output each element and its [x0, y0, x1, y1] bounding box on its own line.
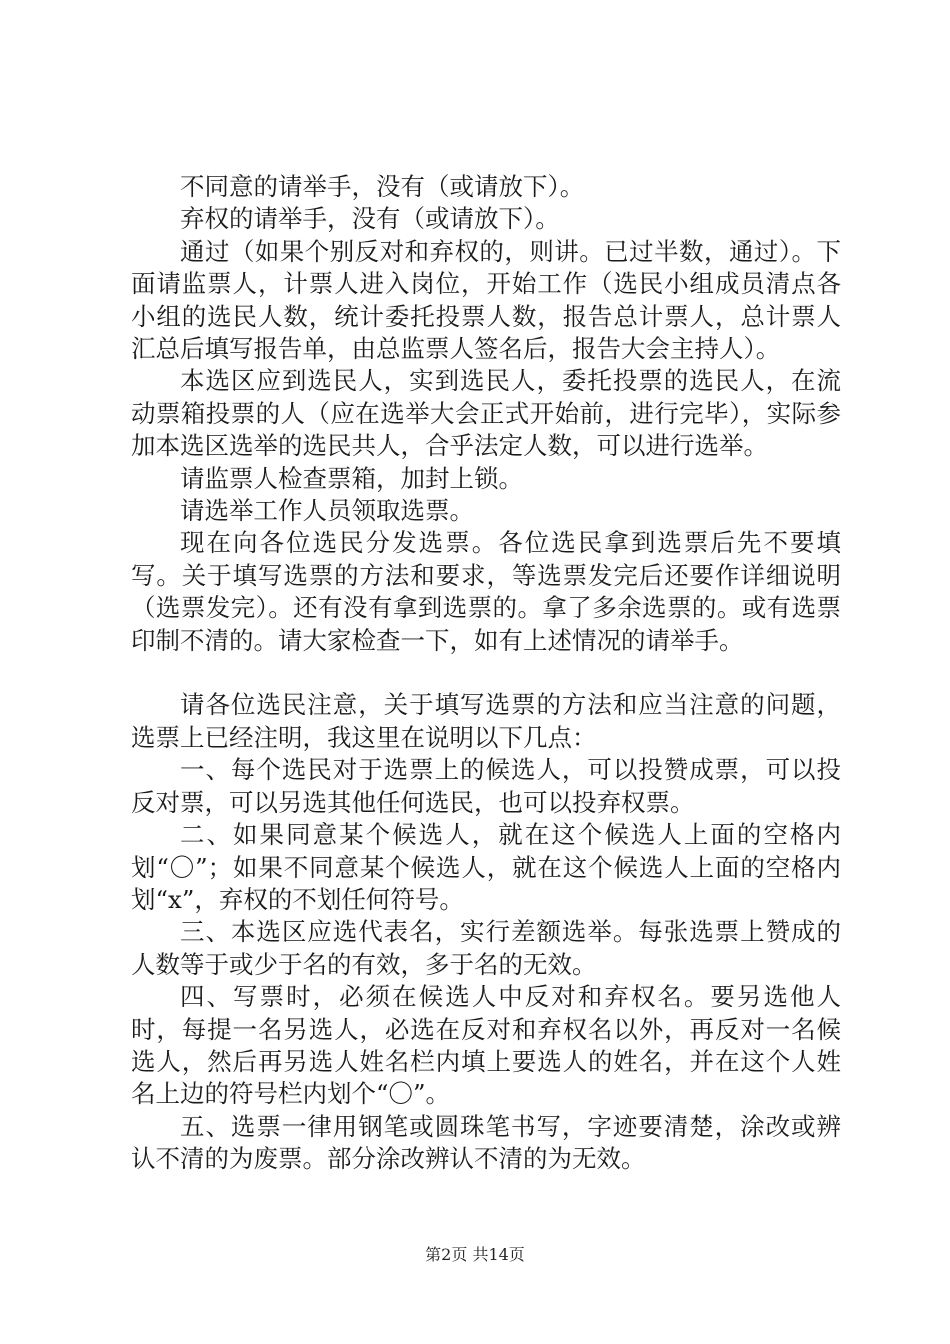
paragraph-point-5: 五、选票一律用钢笔或圆珠笔书写，字迹要清楚，涂改或辨认不清的为废票。部分涂改辨认不清的为无效。 [131, 1111, 841, 1174]
page-footer: 第2页 共14页 [425, 1245, 525, 1264]
paragraph-ballot-box: 请监票人检查票箱，加封上锁。 [180, 463, 523, 493]
paragraph-attention: 请各位选民注意，关于填写选票的方法和应当注意的问题，选票上已经注明，我这里在说明以下几点： [131, 690, 841, 752]
paragraph-point-2: 二、如果同意某个候选人，就在这个候选人上面的空格内划“〇”；如果不同意某个候选人，就在这个候选人上面的空格内划“x”，弃权的不划任何符号。 [131, 820, 841, 914]
paragraph-collect-ballots: 请选举工作人员领取选票。 [180, 496, 474, 526]
paragraph-point-4: 四、写票时，必须在候选人中反对和弃权名。要另选他人时，每提一名另选人，必选在反对和弃权名以外，再反对一名候选人，然后再另选人姓名栏内填上要选人的姓名，并在这个人姓名上边的符号栏内划个“〇”。 [131, 982, 841, 1109]
paragraph-pass: 通过（如果个别反对和弃权的，则讲。已过半数，通过）。下面请监票人，计票人进入岗位，开始工作（选民小组成员清点各小组的选民人数，统计委托投票人数，报告总计票人，总计票人汇总后填写报告单，由总监票人签名后，报告大会主持人）。 [131, 236, 841, 364]
paragraph-abstain: 弃权的请举手，没有（或请放下）。 [180, 204, 560, 234]
paragraph-point-1: 一、每个选民对于选票上的候选人，可以投赞成票，可以投反对票，可以另选其他任何选民，也可以投弃权票。 [131, 755, 841, 817]
paragraph-distribute-ballots: 现在向各位选民分发选票。各位选民拿到选票后先不要填写。关于填写选票的方法和要求，等选票发完后还要作详细说明（选票发完）。还有没有拿到选票的。拿了多余选票的。或有选票印制不清的。请大家检查一下，如有上述情况的请举手。 [131, 528, 841, 655]
paragraph-point-3: 三、本选区应选代表名，实行差额选举。每张选票上赞成的人数等于或少于名的有效，多于名的无效。 [131, 917, 841, 979]
body-text [131, 171, 841, 1176]
paragraph-voter-count: 本选区应到选民人，实到选民人，委托投票的选民人，在流动票箱投票的人（应在选举大会正式开始前，进行完毕），实际参加本选区选举的选民共人，合乎法定人数，可以进行选举。 [131, 366, 841, 461]
paragraph-spacer [131, 657, 841, 689]
paragraph-disagree: 不同意的请举手，没有（或请放下）。 [180, 172, 585, 201]
